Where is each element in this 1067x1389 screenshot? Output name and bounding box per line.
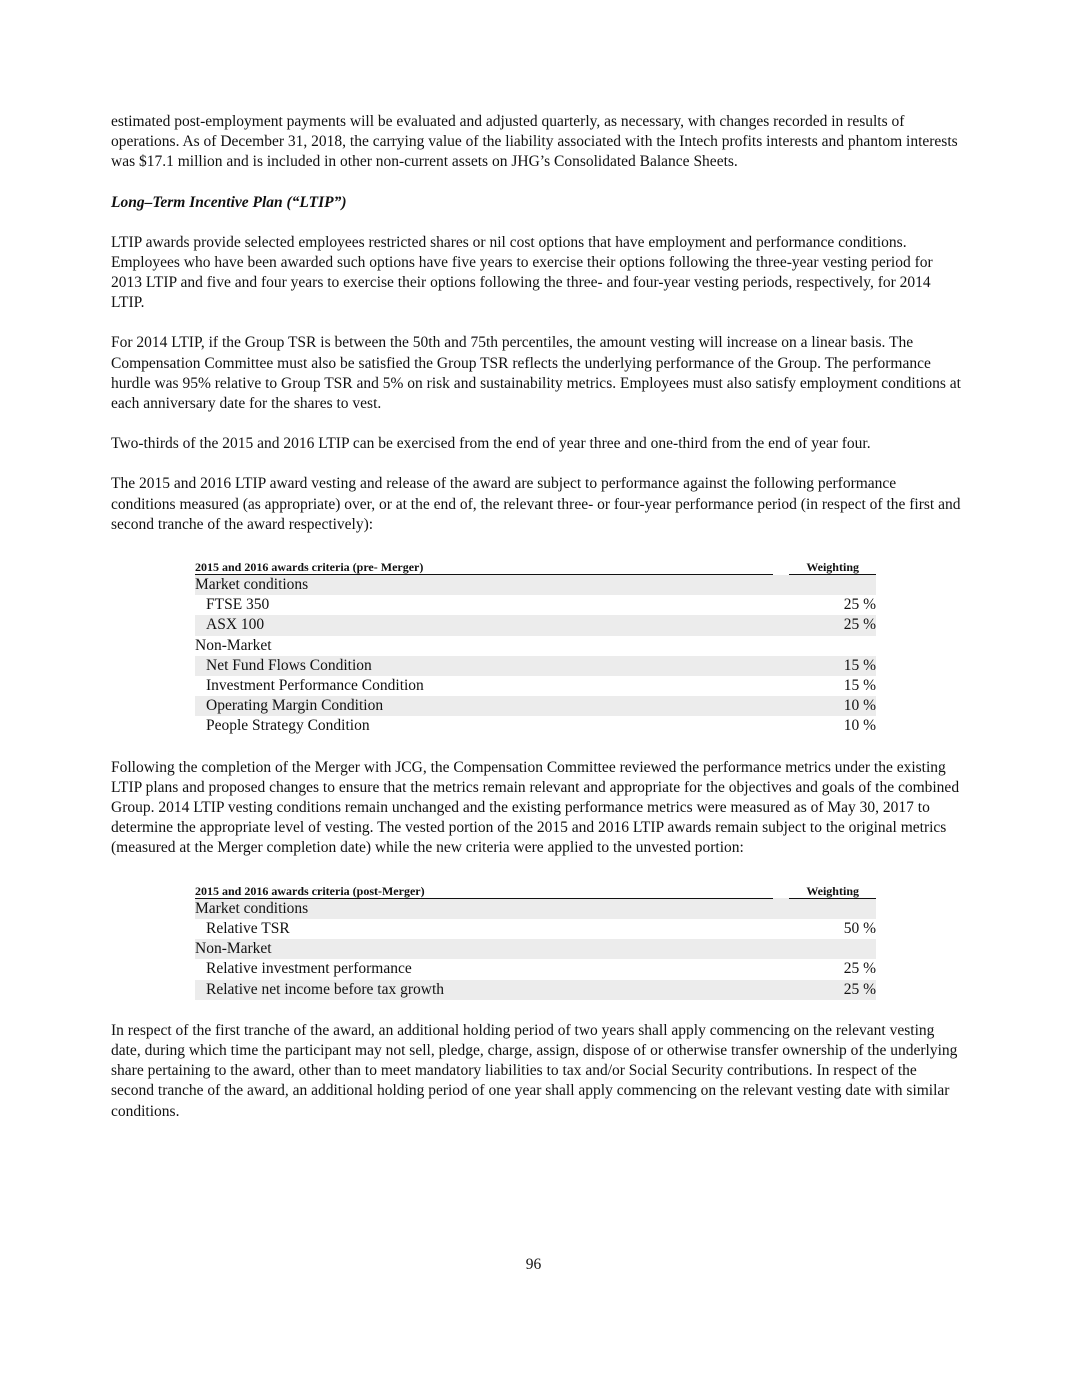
row-label: Operating Margin Condition <box>195 696 773 716</box>
column-header-criteria: 2015 and 2016 awards criteria (post-Merger) <box>195 879 773 899</box>
table-row <box>195 656 876 676</box>
row-value <box>789 636 876 656</box>
row-label: Market conditions <box>195 575 773 596</box>
row-value <box>789 898 876 919</box>
row-label: Net Fund Flows Condition <box>195 656 773 676</box>
table-row <box>195 959 876 979</box>
paragraph-post-employment: estimated post-employment payments will be evaluated and adjusted quarterly, as necessary, with changes recorded in results of operations. As of December 31, 2018, the carrying value of the liability associated with the Intech profits interests and phantom interests was $17.1 million and is included in other non-current assets on JHG’s Consolidated Balance Sheets. <box>111 113 958 171</box>
table-row <box>195 676 876 696</box>
section-heading-ltip: Long–Term Incentive Plan (“LTIP”) <box>111 193 347 211</box>
table-pre-merger-criteria <box>195 555 876 737</box>
table-row <box>195 575 876 596</box>
table-row <box>195 595 876 615</box>
page-number: 96 <box>525 1256 542 1273</box>
table-row <box>195 696 876 716</box>
row-value: 50 % <box>843 919 876 937</box>
table-row <box>195 615 876 635</box>
row-label: Investment Performance Condition <box>206 677 424 695</box>
row-label: Non-Market <box>195 939 773 959</box>
row-value: 25 % <box>789 615 876 635</box>
paragraph-two-thirds: Two-thirds of the 2015 and 2016 LTIP can be exercised from the end of year three and one-third from the end of year four. <box>111 435 871 453</box>
row-value: 25 % <box>843 596 876 614</box>
table-row <box>195 716 876 736</box>
row-label: Non-Market <box>195 636 272 654</box>
row-label: Relative TSR <box>206 919 290 937</box>
paragraph-2014-ltip: For 2014 LTIP, if the Group TSR is between the 50th and 75th percentiles, the amount vesting will increase on a linear basis. The Compensation Committee must also be satisfied the Group TSR reflects the underlying performance of the Group. The performance hurdle was 95% relative to Group TSR and 5% on risk and sustainability metrics. Employees must also satisfy employment conditions at each anniversary date for the shares to vest. <box>111 334 961 413</box>
paragraph-post-merger-changes: Following the completion of the Merger with JCG, the Compensation Committee reviewed the performance metrics under the existing LTIP plans and proposed changes to ensure that the metrics remain relevant and appropriate for the objectives and goals of the combined Group. 2014 LTIP vesting conditions remain unchanged and the existing performance metrics were measured as of May 30, 2017 to determine the appropriate level of vesting. The vested portion of the 2015 and 2016 LTIP awards remain subject to the original metrics (measured at the Merger completion date) while the new criteria were applied to the unvested portion: <box>111 758 960 857</box>
row-value: 10 % <box>843 717 876 735</box>
row-value: 25 % <box>843 960 876 978</box>
document-page <box>111 112 961 1142</box>
table-row <box>195 980 876 1000</box>
row-value <box>789 575 876 596</box>
column-header-criteria: 2015 and 2016 awards criteria (pre- Merger) <box>195 555 773 575</box>
row-value: 25 % <box>789 980 876 1000</box>
table-row <box>195 898 876 919</box>
row-value: 15 % <box>843 677 876 695</box>
row-label: FTSE 350 <box>206 596 270 614</box>
table-row <box>195 919 876 939</box>
row-label: Relative net income before tax growth <box>195 980 773 1000</box>
paragraph-holding-period: In respect of the first tranche of the award, an additional holding period of two years shall apply commencing on the relevant vesting date, during which time the participant may not sell, pledge, charge, assign, dispose of or otherwise transfer ownership of the underlying share pertaining to the award, other than to meet mandatory liabilities to tax and/or Social Security contributions. In respect of the second tranche of the award, an additional holding period of one year shall apply commencing on the relevant vesting date with similar conditions. <box>111 1021 958 1120</box>
table-post-merger-criteria <box>195 879 876 1000</box>
row-value <box>789 939 876 959</box>
row-value: 10 % <box>789 696 876 716</box>
column-header-weighting: Weighting <box>789 879 876 899</box>
paragraph-vesting-conditions: The 2015 and 2016 LTIP award vesting and release of the award are subject to performance against the following performance conditions measured (as appropriate) over, or at the end of, the relevant three- or four-year performance period (in respect of the first and second tranche of the award respectively): <box>111 475 961 533</box>
row-label: ASX 100 <box>195 615 773 635</box>
table-row <box>195 939 876 959</box>
row-value: 15 % <box>789 656 876 676</box>
paragraph-ltip-awards: LTIP awards provide selected employees restricted shares or nil cost options that have employment and performance conditions. Employees who have been awarded such options have five years to exercise their options following the three-year vesting period for 2013 LTIP and five and four years to exercise their options following the three- and four-year vesting periods, respectively, for 2014 LTIP. <box>111 233 933 312</box>
row-label: People Strategy Condition <box>206 717 370 735</box>
column-header-weighting: Weighting <box>789 555 876 575</box>
row-label: Market conditions <box>195 898 773 919</box>
row-label: Relative investment performance <box>206 960 412 978</box>
table-row <box>195 636 876 656</box>
